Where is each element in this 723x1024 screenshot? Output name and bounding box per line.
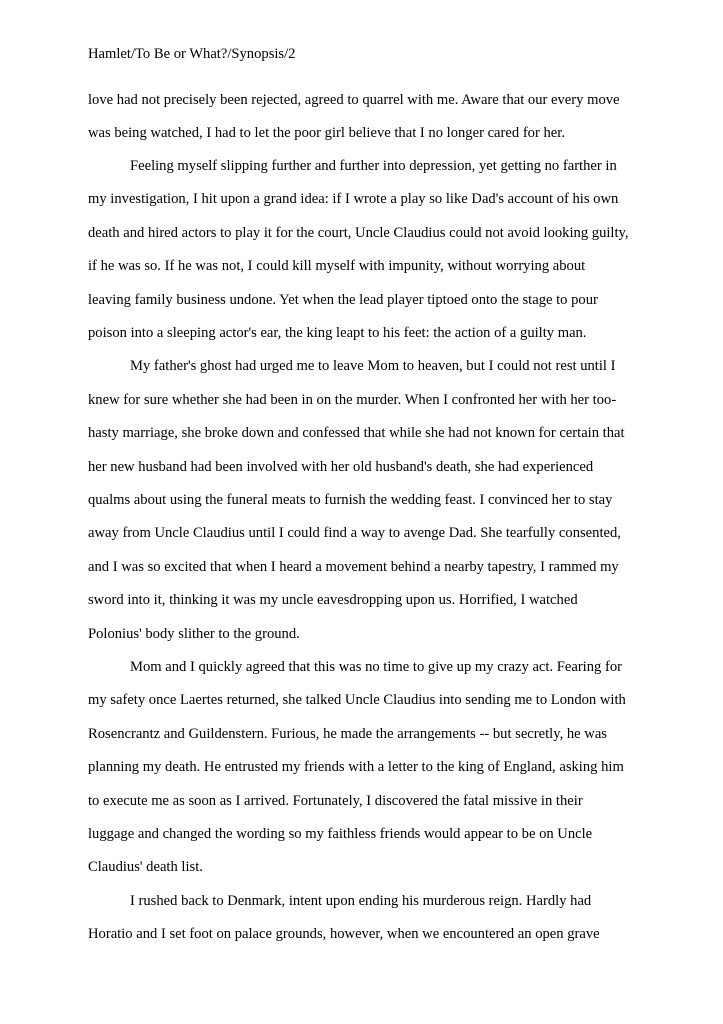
text-line: poison into a sleeping actor's ear, the king leapt to his feet: the action of a guilty man. bbox=[88, 325, 587, 341]
text-line: to execute me as soon as I arrived. Fortunately, I discovered the fatal missive in their bbox=[88, 793, 583, 809]
text-line: away from Uncle Claudius until I could find a way to avenge Dad. She tearfully consented, bbox=[88, 525, 621, 541]
text-line: Polonius' body slither to the ground. bbox=[88, 626, 300, 642]
text-line: my investigation, I hit upon a grand idea: if I wrote a play so like Dad's account of his own bbox=[88, 191, 619, 207]
text-line: was being watched, I had to let the poor girl believe that I no longer cared for her. bbox=[88, 125, 565, 141]
text-line: planning my death. He entrusted my friends with a letter to the king of England, asking him bbox=[88, 759, 624, 775]
paragraph-first-line: Mom and I quickly agreed that this was no time to give up my crazy act. Fearing for bbox=[130, 659, 622, 675]
text-line: sword into it, thinking it was my uncle eavesdropping upon us. Horrified, I watched bbox=[88, 592, 578, 608]
text-line: knew for sure whether she had been in on the murder. When I confronted her with her too- bbox=[88, 392, 617, 408]
text-line: Rosencrantz and Guildenstern. Furious, he made the arrangements -- but secretly, he was bbox=[88, 726, 607, 742]
text-line: death and hired actors to play it for the court, Uncle Claudius could not avoid looking guilty, bbox=[88, 225, 629, 241]
paragraph-first-line: I rushed back to Denmark, intent upon ending his murderous reign. Hardly had bbox=[130, 893, 592, 909]
text-line: qualms about using the funeral meats to furnish the wedding feast. I convinced her to stay bbox=[88, 492, 613, 508]
paragraph-first-line: My father's ghost had urged me to leave Mom to heaven, but I could not rest until I bbox=[130, 358, 616, 374]
text-line: Claudius' death list. bbox=[88, 859, 203, 875]
text-line: if he was so. If he was not, I could kill myself with impunity, without worrying about bbox=[88, 258, 586, 274]
text-line: luggage and changed the wording so my faithless friends would appear to be on Uncle bbox=[88, 826, 593, 842]
text-line: and I was so excited that when I heard a movement behind a nearby tapestry, I rammed my bbox=[88, 559, 619, 575]
text-line: Horatio and I set foot on palace grounds, however, when we encountered an open grave bbox=[88, 926, 600, 942]
text-line: hasty marriage, she broke down and confessed that while she had not known for certain that bbox=[88, 425, 625, 441]
text-line: her new husband had been involved with her old husband's death, she had experienced bbox=[88, 459, 594, 475]
text-line: my safety once Laertes returned, she talked Uncle Claudius into sending me to London with bbox=[88, 692, 626, 708]
text-line: leaving family business undone. Yet when the lead player tiptoed onto the stage to pour bbox=[88, 292, 598, 308]
text-line: love had not precisely been rejected, agreed to quarrel with me. Aware that our every move bbox=[88, 92, 620, 108]
paragraph-first-line: Feeling myself slipping further and further into depression, yet getting no farther in bbox=[130, 158, 617, 174]
running-head: Hamlet/To Be or What?/Synopsis/2 bbox=[88, 46, 296, 62]
